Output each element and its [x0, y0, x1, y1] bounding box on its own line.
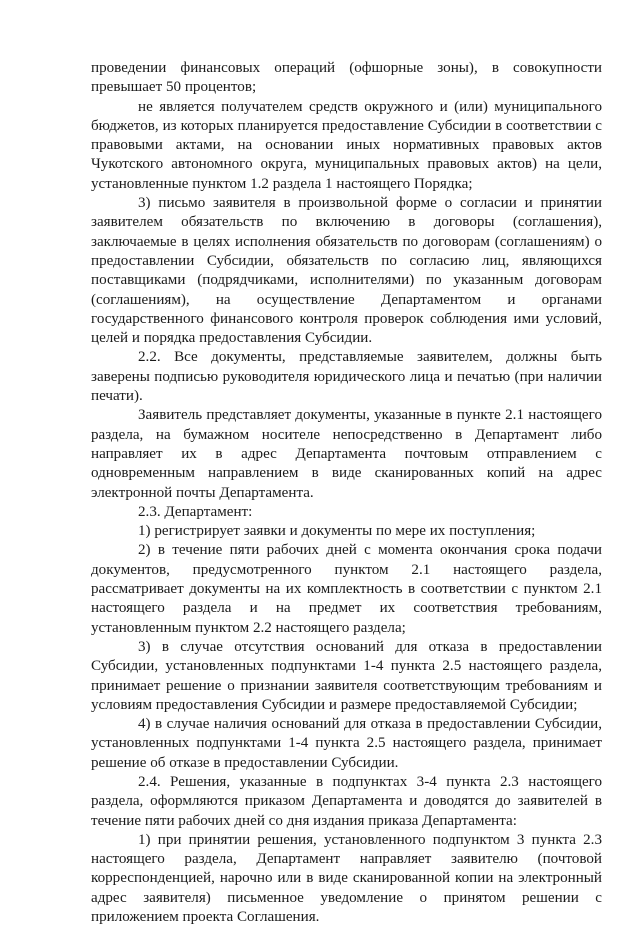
paragraph: 1) регистрирует заявки и документы по мере их поступления;	[138, 523, 536, 540]
paragraph: 1) при принятии решения, установленного подпунктом 3 пункта 2.3 настоящего раздела, Департамент направляет заявителю (почтовой корреспонденцией, нарочно или в виде сканированной копии на электронный адрес заявителя) письменное уведомление о принятом решении с приложением проекта Соглашения.	[91, 831, 602, 926]
paragraph: Заявитель представляет документы, указанные в пункте 2.1 настоящего раздела, на бумажном носителе непосредственно в Департамент либо направляет их в адрес Департамента почтовым отправлением с одновременным направлением в виде сканированных копий на адрес электронной почты Департамента.	[91, 407, 602, 501]
paragraph: 2.4. Решения, указанные в подпунктах 3-4 пункта 2.3 настоящего раздела, оформляются приказом Департамента и доводятся до заявителей в течение пяти рабочих дней со дня издания приказа Департамента:	[91, 773, 602, 829]
paragraph: проведении финансовых операций (офшорные зоны), в совокупности превышает 50 процентов;	[91, 60, 602, 96]
paragraph: не является получателем средств окружного и (или) муниципального бюджетов, из которых планируется предоставление Субсидии в соответствии с правовыми актами, на основании иных нормативных правовых актов Чукотского автономного округа, муниципальных правовых актов) на цели, установленные пунктом 1.2 раздела 1 настоящего Порядка;	[91, 98, 602, 192]
section-heading: 2.3. Департамент:	[138, 503, 253, 520]
paragraph: 3) письмо заявителя в произвольной форме о согласии и принятии заявителем обязательств по включению в договоры (соглашения), заключаемые в целях исполнения обязательств по договорам (соглашениям) о предоставлении Субсидии, обязательств по согласию лиц, являющихся поставщиками (подрядчиками, исполнителями) по указанным договорам (соглашениям), на осуществление Департаментом и органами государственного финансового контроля проверок соблюдения ими условий, целей и порядка предоставления Субсидии.	[91, 195, 602, 347]
paragraph: 4) в случае наличия оснований для отказа в предоставлении Субсидии, установленных подпунктами 1-4 пункта 2.5 настоящего раздела, принимает решение об отказе в предоставлении Субсидии.	[91, 716, 602, 771]
paragraph: 2.2. Все документы, представляемые заявителем, должны быть заверены подписью руководителя юридического лица и печатью (при наличии печати).	[91, 349, 602, 405]
paragraph: 2) в течение пяти рабочих дней с момента окончания срока подачи документов, предусмотренного пунктом 2.1 настоящего раздела, рассматривает документы на их комплектность в соответствии с пунктом 2.1 настоящего раздела и на предмет их соответствия требованиям, установленным пунктом 2.2 настоящего раздела;	[91, 542, 602, 636]
paragraph: 3) в случае отсутствия оснований для отказа в предоставлении Субсидии, установленных подпунктами 1-4 пункта 2.5 настоящего раздела, принимает решение о признании заявителя соответствующим требованиям и условиям предоставления Субсидии и размере предоставляемой Субсидии;	[91, 638, 602, 713]
document-page	[91, 59, 602, 927]
